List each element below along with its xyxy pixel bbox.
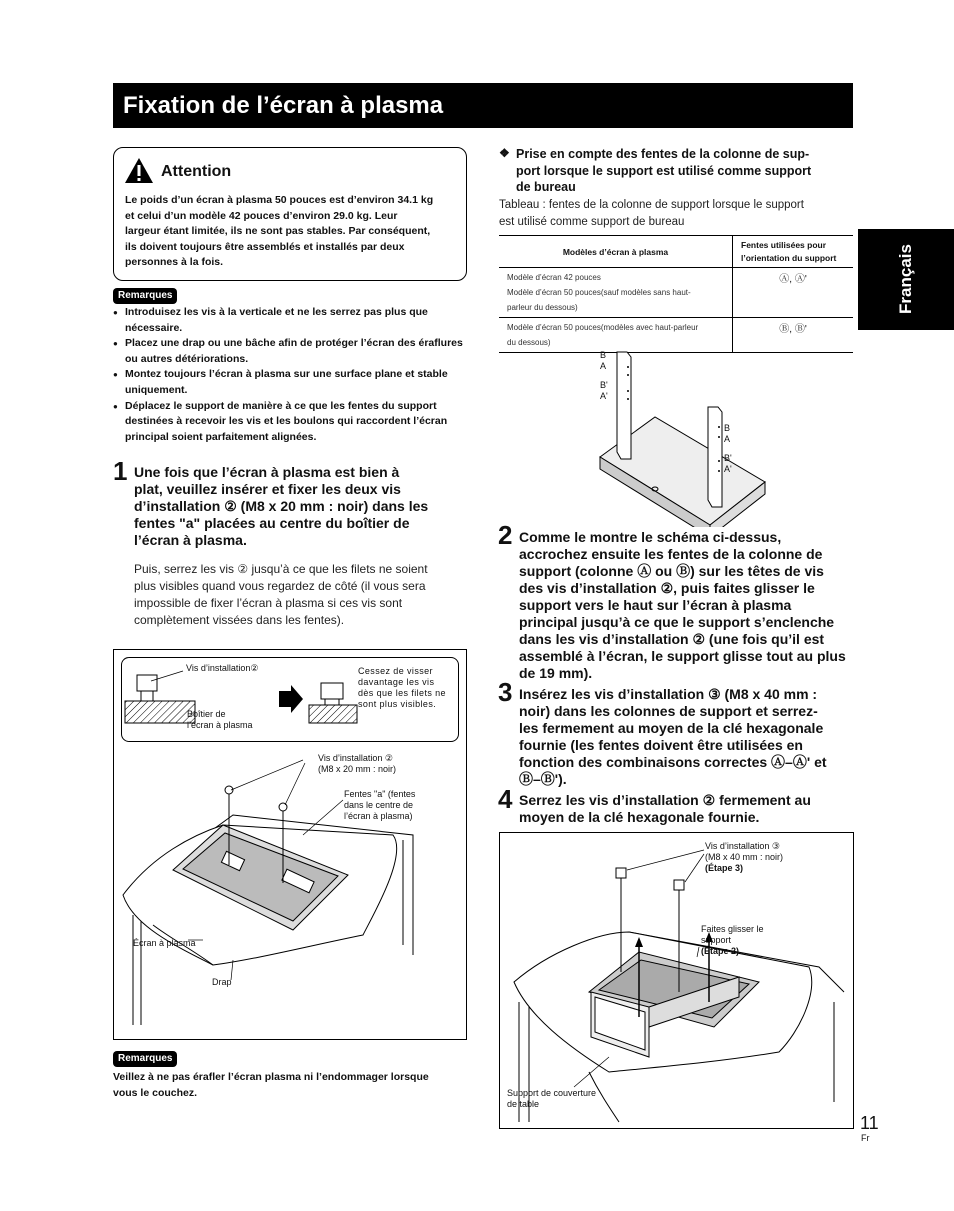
table-header: Modèles d’écran à plasma (499, 236, 733, 268)
attention-text: Le poids d’un écran à plasma 50 pouces est d’environ 34.1 kg et celui d’un modèle 42 pouces d’environ 29.0 kg. Leur largeur étant limitée, ils ne sont pas stables. Par conséquent, ils doivent toujours être assemblés et installés par deux personnes à la fois. (125, 194, 434, 268)
step2-text: Comme le montre le schéma ci-dessus, accrochez ensuite les fentes de la colonne de support (colonne Ⓐ ou Ⓑ) sur les têtes de vis des vis d’installation ②, puis faites glisser le support vers le haut sur l’écran à plasma principal jusqu’à ce que le support s’enclenche dans les vis d’installation ② (une fois qu’il est assemblé à l’écran, le support glisse tout au plus de 19 mm). (519, 529, 846, 681)
stand-attach-illustration (499, 832, 854, 1129)
table-row: Modèle d’écran 50 pouces(modèles avec haut-parleur du dessous) (499, 318, 733, 353)
step-number: 2 (498, 520, 513, 550)
remarques-badge: Remarques (113, 288, 177, 304)
slots-table (499, 235, 853, 353)
step1-body: Puis, serrez les vis ② jusqu’à ce que les filets ne soient plus visibles quand vous regardez de côté (il vous sera impossible de fixer l’écran à plasma si ces vis sont complètement vissées dans les fentes). (134, 562, 428, 627)
stand-right-labels: B A B' A' (724, 423, 732, 474)
list-item: ● Placez une drap ou une bâche afin de protéger l’écran des éraflures ou autres détériorations. (113, 336, 463, 367)
list-item: ● Déplacez le support de manière à ce que les fentes du support destinées à recevoir les vis et les boulons qui raccordent l’écran principal soient parfaitement alignées. (113, 399, 463, 446)
cloth-label: Drap (212, 977, 232, 987)
table-cell: Ⓑ, Ⓑ' (733, 318, 854, 353)
step3-text: Insérez les vis d’installation ③ (M8 x 40 mm : noir) dans les colonnes de support et serrez- les fermement au moyen de la clé hexagonale fournie (les fentes doivent être utilisées en fonction des combinaisons correctes Ⓐ–Ⓐ' et Ⓑ–Ⓑ'). (519, 686, 827, 787)
attention-title: Attention (161, 163, 232, 180)
table-header: Fentes utilisées pour l’orientation du support (733, 236, 854, 268)
step4-text: Serrez les vis d’installation ② fermement au moyen de la clé hexagonale fournie. (519, 792, 811, 825)
language-tab (858, 229, 954, 330)
step-number: 4 (498, 784, 513, 814)
inset-screw-label: Vis d’installation② (186, 663, 259, 673)
stand-illustration (595, 347, 770, 527)
screw40-label: Vis d’installation ③ (M8 x 40 mm : noir) (Étape 3) (705, 841, 784, 873)
remarques-badge: Remarques (113, 1051, 177, 1067)
inset-note: Cessez de visser davantage les vis dès que les filets ne sont plus visibles. (358, 666, 446, 709)
table-cell: Ⓐ, Ⓐ' (733, 268, 854, 318)
screw-label: Vis d’installation ② (M8 x 20 mm : noir) (318, 753, 397, 774)
inset-case-label: Boîtier de l’écran à plasma (187, 709, 253, 730)
list-item: ● Introduisez les vis à la verticale et ne les serrez pas plus que nécessaire. (113, 305, 463, 336)
slots-label: Fentes "a" (fentes dans le centre de l’écran à plasma) (344, 789, 416, 821)
page-title: Fixation de l’écran à plasma (113, 83, 853, 128)
step1-text: Une fois que l’écran à plasma est bien à plat, veuillez insérer et fixer les deux vis d’installation ② (M8 x 20 mm : noir) dans les fentes "a" placées au centre du boîtier de l’écran à plasma. (134, 464, 429, 548)
step-number: 1 (113, 456, 128, 486)
step-number: 3 (498, 677, 513, 707)
warning-icon (124, 157, 154, 184)
language-tab-label: Français (896, 244, 915, 314)
remarques-note: Veillez à ne pas érafler l’écran plasma ni l’endommager lorsque vous le couchez. (113, 1071, 429, 1099)
stand-left-labels: B A B' A' (600, 350, 608, 401)
diamond-icon: ❖ (499, 146, 510, 160)
page-language: Fr (861, 1133, 870, 1143)
slide-label: Faites glisser le support (Étape 2) (701, 924, 764, 956)
prise-title: Prise en compte des fentes de la colonne de sup- port lorsque le support est utilisé comme support de bureau (516, 147, 812, 194)
table-row: Modèle d’écran 42 pouces Modèle d’écran 50 pouces(sauf modèles sans haut- parleur du dessous) (499, 268, 733, 318)
remarques-list (113, 305, 463, 445)
table-cover-label: Support de couverture de table (507, 1088, 597, 1109)
list-item: ● Montez toujours l’écran à plasma sur une surface plane et stable uniquement. (113, 367, 463, 398)
screen-label: Écran à plasma (133, 938, 196, 948)
prise-caption: Tableau : fentes de la colonne de support lorsque le support est utilisé comme support de bureau (499, 199, 804, 228)
page-number: 11 (860, 1113, 879, 1133)
